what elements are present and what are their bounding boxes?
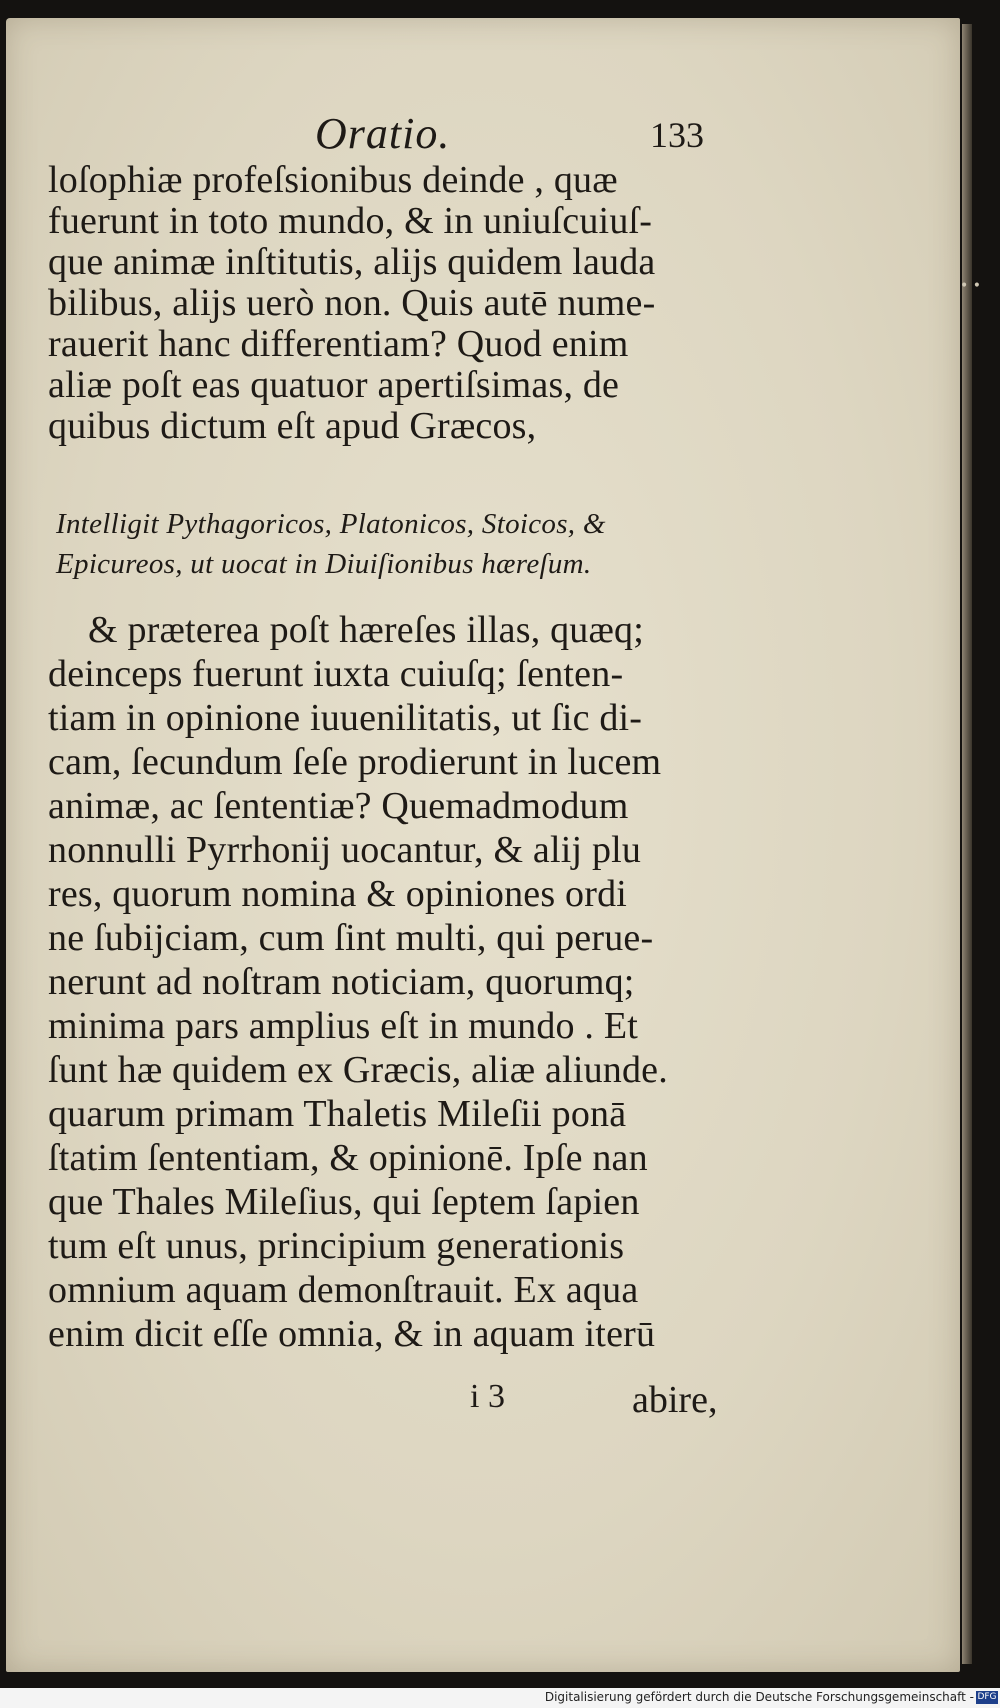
text-line: res, quorum nomina & opiniones ordi — [48, 873, 628, 915]
text-line: quarum primam Thaletis Mileſii ponā — [48, 1093, 627, 1135]
text-line: tum eſt unus, principium generationis — [48, 1225, 625, 1267]
dfg-logo: DFG — [977, 1692, 997, 1702]
running-title: Oratio. — [315, 109, 451, 158]
catchword: abire, — [632, 1379, 718, 1421]
marginal-note-line: Epicureos, ut uocat in Diuiſionibus hæreſum. — [56, 548, 592, 580]
text-line: ſunt hæ quidem ex Græcis, aliæ aliunde. — [48, 1049, 668, 1091]
text-line: nonnulli Pyrrhonij uocantur, & alij plu — [48, 829, 642, 871]
signature-mark: i 3 — [470, 1378, 505, 1415]
text-line: ſtatim ſententiam, & opinionē. Ipſe nan — [48, 1137, 648, 1179]
text-line: & præterea poſt hæreſes illas, quæq; — [88, 609, 644, 651]
text-line: tiam in opinione iuuenilitatis, ut ſic di- — [48, 697, 643, 739]
text-line: ne ſubijciam, cum ſint multi, qui perue- — [48, 917, 654, 959]
text-line: minima pars amplius eſt in mundo . Et — [48, 1005, 638, 1047]
footer-credit: Digitalisierung gefördert durch die Deutsche Forschungsgemeinschaft - — [544, 1690, 974, 1704]
text-line: fuerunt in toto mundo, & in uniuſcuiuſ- — [48, 200, 653, 242]
page-edge — [962, 24, 972, 1664]
text-line: cam, ſecundum ſeſe prodierunt in lucem — [48, 741, 662, 783]
text-line: aliæ poſt eas quatuor apertiſsimas, de — [48, 364, 620, 406]
text-line: animæ, ac ſententiæ? Quemadmodum — [48, 785, 629, 827]
text-line: rauerit hanc differentiam? Quod enim — [48, 323, 629, 365]
marginal-note-line: Intelligit Pythagoricos, Platonicos, Stoicos, & — [56, 508, 606, 540]
margin-specks: • • — [960, 278, 981, 294]
footer-bar — [0, 1688, 1000, 1708]
text-line: bilibus, alijs uerò non. Quis autē nume- — [48, 282, 656, 324]
text-line: enim dicit eſſe omnia, & in aquam iterū — [48, 1313, 656, 1355]
page-number: 133 — [650, 115, 704, 155]
text-line: omnium aquam demonſtrauit. Ex aqua — [48, 1269, 639, 1311]
text-line: nerunt ad noſtram noticiam, quorumq; — [48, 961, 635, 1003]
text-line: que Thales Mileſius, qui ſeptem ſapien — [48, 1181, 640, 1223]
text-line: loſophiæ profeſsionibus deinde , quæ — [48, 159, 618, 201]
text-line: quibus dictum eſt apud Græcos, — [48, 405, 537, 447]
text-line: que animæ inſtitutis, alijs quidem lauda — [48, 241, 656, 283]
text-line: deinceps fuerunt iuxta cuiuſq; ſenten- — [48, 653, 624, 695]
